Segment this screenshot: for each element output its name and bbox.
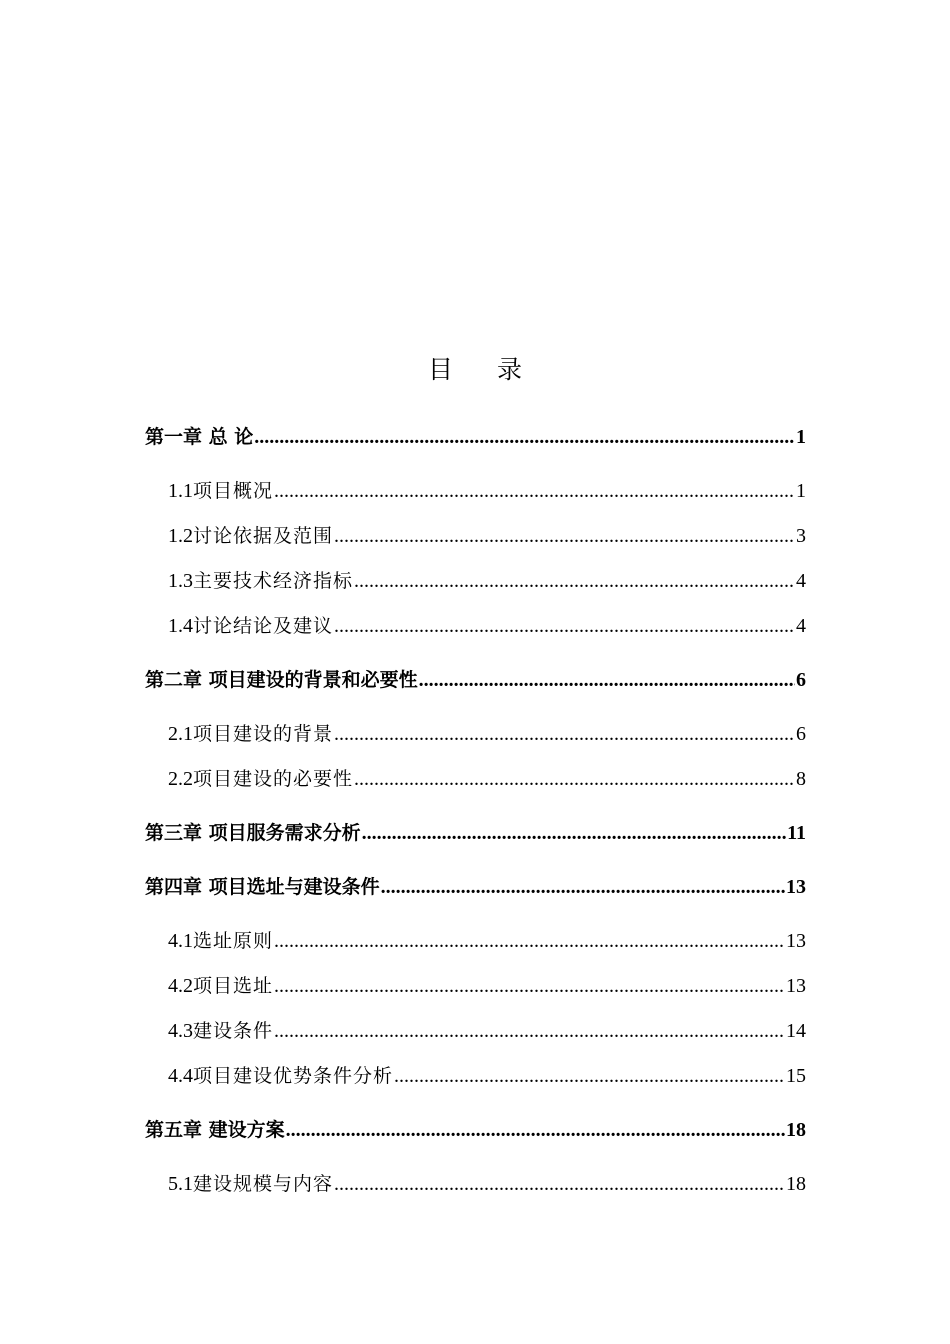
toc-page-number: 4: [796, 570, 806, 592]
toc-page-number: 11: [787, 822, 806, 844]
toc-section-entry[interactable]: [168, 971, 806, 1001]
toc-section-number: 2.2: [168, 768, 193, 790]
toc-section-number: 1.2: [168, 525, 193, 547]
toc-section-number: 4.1: [168, 930, 193, 952]
toc-entry-title: [168, 1061, 393, 1091]
toc-section-label: 讨论结论及建议: [193, 615, 334, 637]
toc-page-number: 13: [786, 975, 806, 997]
toc-entry-title: [168, 971, 273, 1001]
toc-entry-title: [168, 521, 333, 551]
toc-leader-dots: [274, 971, 785, 1001]
toc-page-number: 13: [786, 876, 806, 898]
toc-entry-title: [168, 926, 273, 956]
toc-section-entry[interactable]: [168, 719, 806, 749]
toc-section-number: 1.3: [168, 570, 193, 592]
toc-section-number: 1.1: [168, 480, 193, 502]
toc-page-number: 3: [796, 525, 806, 547]
toc-entry-title: [168, 566, 353, 596]
toc-section-label: 项目建设的背景: [193, 723, 334, 745]
toc-chapter-entry[interactable]: [145, 818, 806, 848]
toc-page-number: 4: [796, 615, 806, 637]
toc-page-number: 1: [796, 480, 806, 502]
toc-chapter-entry[interactable]: [145, 872, 806, 902]
toc-section-number: 1.4: [168, 615, 193, 637]
toc-entry-title: [168, 764, 353, 794]
toc-entry-title: [168, 476, 273, 506]
toc-entry-title: 第四章 项目选址与建设条件: [145, 876, 380, 898]
toc-leader-dots: [274, 926, 785, 956]
toc-entry-title: 第一章 总 论: [145, 426, 254, 448]
toc-leader-dots: [334, 611, 795, 641]
toc-section-entry[interactable]: [168, 1169, 806, 1199]
toc-page-number: 15: [786, 1065, 806, 1087]
toc-section-label: 项目概况: [193, 480, 274, 502]
toc-section-number: 2.1: [168, 723, 193, 745]
toc-leader-dots: [274, 476, 795, 506]
toc-leader-dots: [274, 1016, 785, 1046]
toc-entry-title: [168, 611, 333, 641]
toc-section-entry[interactable]: [168, 1061, 806, 1091]
toc-section-label: 项目建设的必要性: [193, 768, 354, 790]
toc-section-entry[interactable]: [168, 566, 806, 596]
toc-entry-title: 第五章 建设方案: [145, 1119, 285, 1141]
toc-leader-dots: [362, 818, 786, 848]
toc-section-number: 4.4: [168, 1065, 193, 1087]
toc-entry-title: [168, 719, 333, 749]
toc-page-number: 1: [796, 426, 806, 448]
toc-entry-title: 第三章 项目服务需求分析: [145, 822, 361, 844]
toc-chapter-entry[interactable]: [145, 1115, 806, 1145]
toc-section-label: 项目选址: [193, 975, 274, 997]
toc-leader-dots: [354, 764, 795, 794]
toc-page-number: 18: [786, 1173, 806, 1195]
toc-title: 目 录: [428, 355, 540, 384]
toc-chapter-entry[interactable]: [145, 665, 806, 695]
toc-leader-dots: [334, 719, 795, 749]
toc-leader-dots: [354, 566, 795, 596]
toc-section-entry[interactable]: [168, 926, 806, 956]
toc-section-label: 讨论依据及范围: [193, 525, 334, 547]
toc-leader-dots: [334, 521, 795, 551]
toc-section-entry[interactable]: [168, 521, 806, 551]
toc-section-number: 4.2: [168, 975, 193, 997]
toc-leader-dots: [419, 665, 795, 695]
toc-page-number: 6: [796, 723, 806, 745]
toc-page-number: 13: [786, 930, 806, 952]
toc-section-label: 选址原则: [193, 930, 274, 952]
toc-section-number: 4.3: [168, 1020, 193, 1042]
toc-page-number: 8: [796, 768, 806, 790]
toc-page-number: 18: [786, 1119, 806, 1141]
toc-section-label: 建设条件: [193, 1020, 274, 1042]
toc-leader-dots: [394, 1061, 785, 1091]
toc-section-number: 5.1: [168, 1173, 193, 1195]
toc-section-entry[interactable]: [168, 476, 806, 506]
toc-section-label: 建设规模与内容: [193, 1173, 334, 1195]
toc-leader-dots: [334, 1169, 785, 1199]
toc-entry-title: 第二章 项目建设的背景和必要性: [145, 669, 418, 691]
toc-section-entry[interactable]: [168, 764, 806, 794]
toc-chapter-entry[interactable]: [145, 422, 806, 452]
toc-leader-dots: [254, 422, 795, 452]
toc-entry-title: [168, 1016, 273, 1046]
toc-page-number: 6: [796, 669, 806, 691]
toc-section-label: 项目建设优势条件分析: [193, 1065, 394, 1087]
toc-section-entry[interactable]: [168, 1016, 806, 1046]
toc-section-entry[interactable]: [168, 611, 806, 641]
toc-leader-dots: [286, 1115, 785, 1145]
toc-page-number: 14: [786, 1020, 806, 1042]
toc-leader-dots: [381, 872, 785, 902]
toc-entry-title: [168, 1169, 333, 1199]
toc-section-label: 主要技术经济指标: [193, 570, 354, 592]
